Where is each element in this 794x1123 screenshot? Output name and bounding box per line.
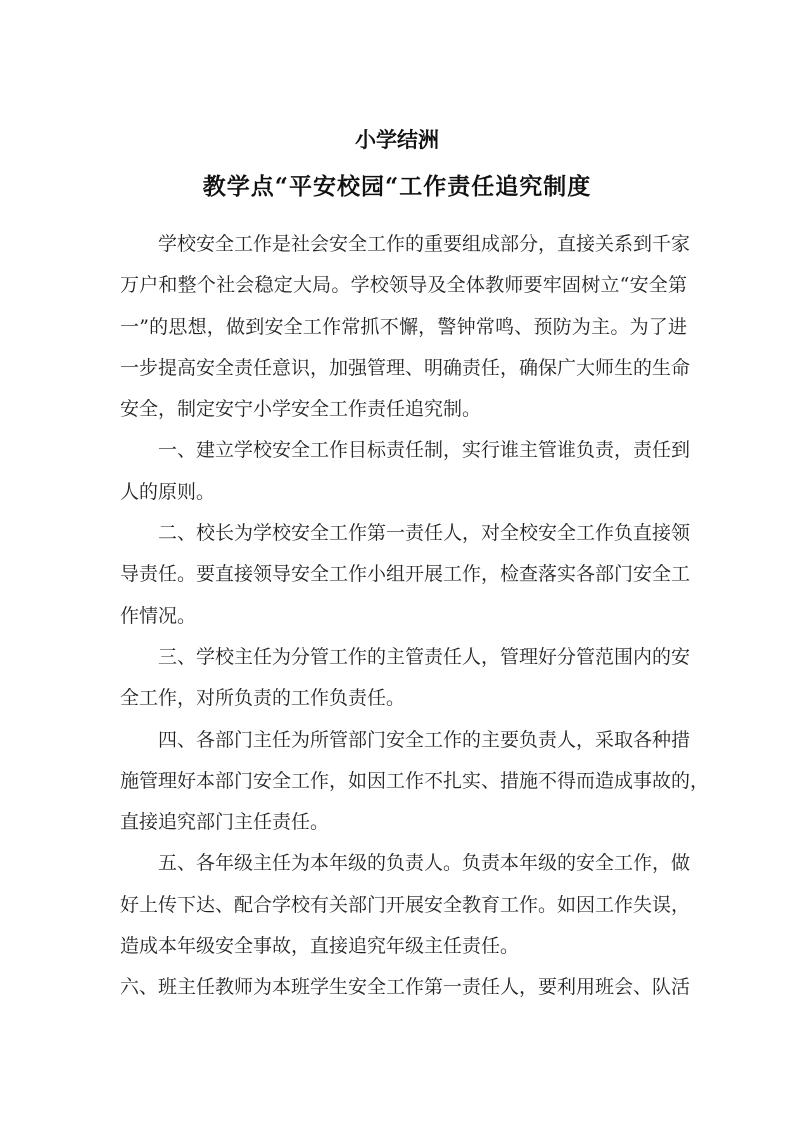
text-line: 好上传下达、配合学校有关部门开展安全教育工作。如因工作失误， xyxy=(120,893,691,916)
text-line: 一”的思想，做到安全工作常抓不懈，警钟常鸣、预防为主。为了进 xyxy=(120,315,687,338)
paragraph xyxy=(120,430,691,513)
document-title: 小学结洲 xyxy=(355,127,439,152)
document-subtitle: 教学点“平安校园“工作责任追究制度 xyxy=(202,173,592,200)
text-line: 三、学校主任为分管工作的主管责任人，管理好分管范围内的安 xyxy=(158,645,691,668)
text-line: 学校安全工作是社会安全工作的重要组成部分，直接关系到千家 xyxy=(158,233,691,255)
text-line: 万户和整个社会稳定大局。学校领导及全体教师要牢固树立“安全第 xyxy=(120,274,687,297)
paragraph xyxy=(120,843,691,967)
text-line: 直接追究部门主任责任。 xyxy=(120,811,330,834)
text-line: 一、建立学校安全工作目标责任制，实行谁主管谁负责，责任到 xyxy=(158,439,691,462)
text-line: 二、校长为学校安全工作第一责任人，对全校安全工作负直接领 xyxy=(158,522,691,545)
text-line: 造成本年级安全事故，直接追究年级主任责任。 xyxy=(120,935,520,958)
text-line: 人的原则。 xyxy=(120,480,216,503)
text-line: 六、班主任教师为本班学生安全工作第一责任人，要利用班会、队活 xyxy=(120,976,691,999)
paragraph xyxy=(120,720,710,844)
text-line: 五、各年级主任为本年级的负责人。负责本年级的安全工作，做 xyxy=(158,852,691,875)
text-line: 一步提高安全责任意识，加强管理、明确责任，确保广大师生的生命 xyxy=(120,356,691,379)
paragraph xyxy=(120,224,691,430)
paragraph xyxy=(120,637,691,720)
paragraph xyxy=(120,513,691,637)
document-body xyxy=(120,224,710,1009)
text-line: 四、各部门主任为所管部门安全工作的主要负责人，采取各种措 xyxy=(158,728,691,751)
text-line: 全工作，对所负责的工作负责任。 xyxy=(120,687,406,710)
text-line: 作情况。 xyxy=(120,604,197,627)
text-line: 安全，制定安宁小学安全工作责任追究制。 xyxy=(120,398,482,421)
text-line: 施管理好本部门安全工作，如因工作不扎实、措施不得而造成事故的， xyxy=(120,769,710,792)
text-line: 导责任。要直接领导安全工作小组开展工作，检查落实各部门安全工 xyxy=(120,563,691,586)
paragraph xyxy=(120,967,691,1008)
